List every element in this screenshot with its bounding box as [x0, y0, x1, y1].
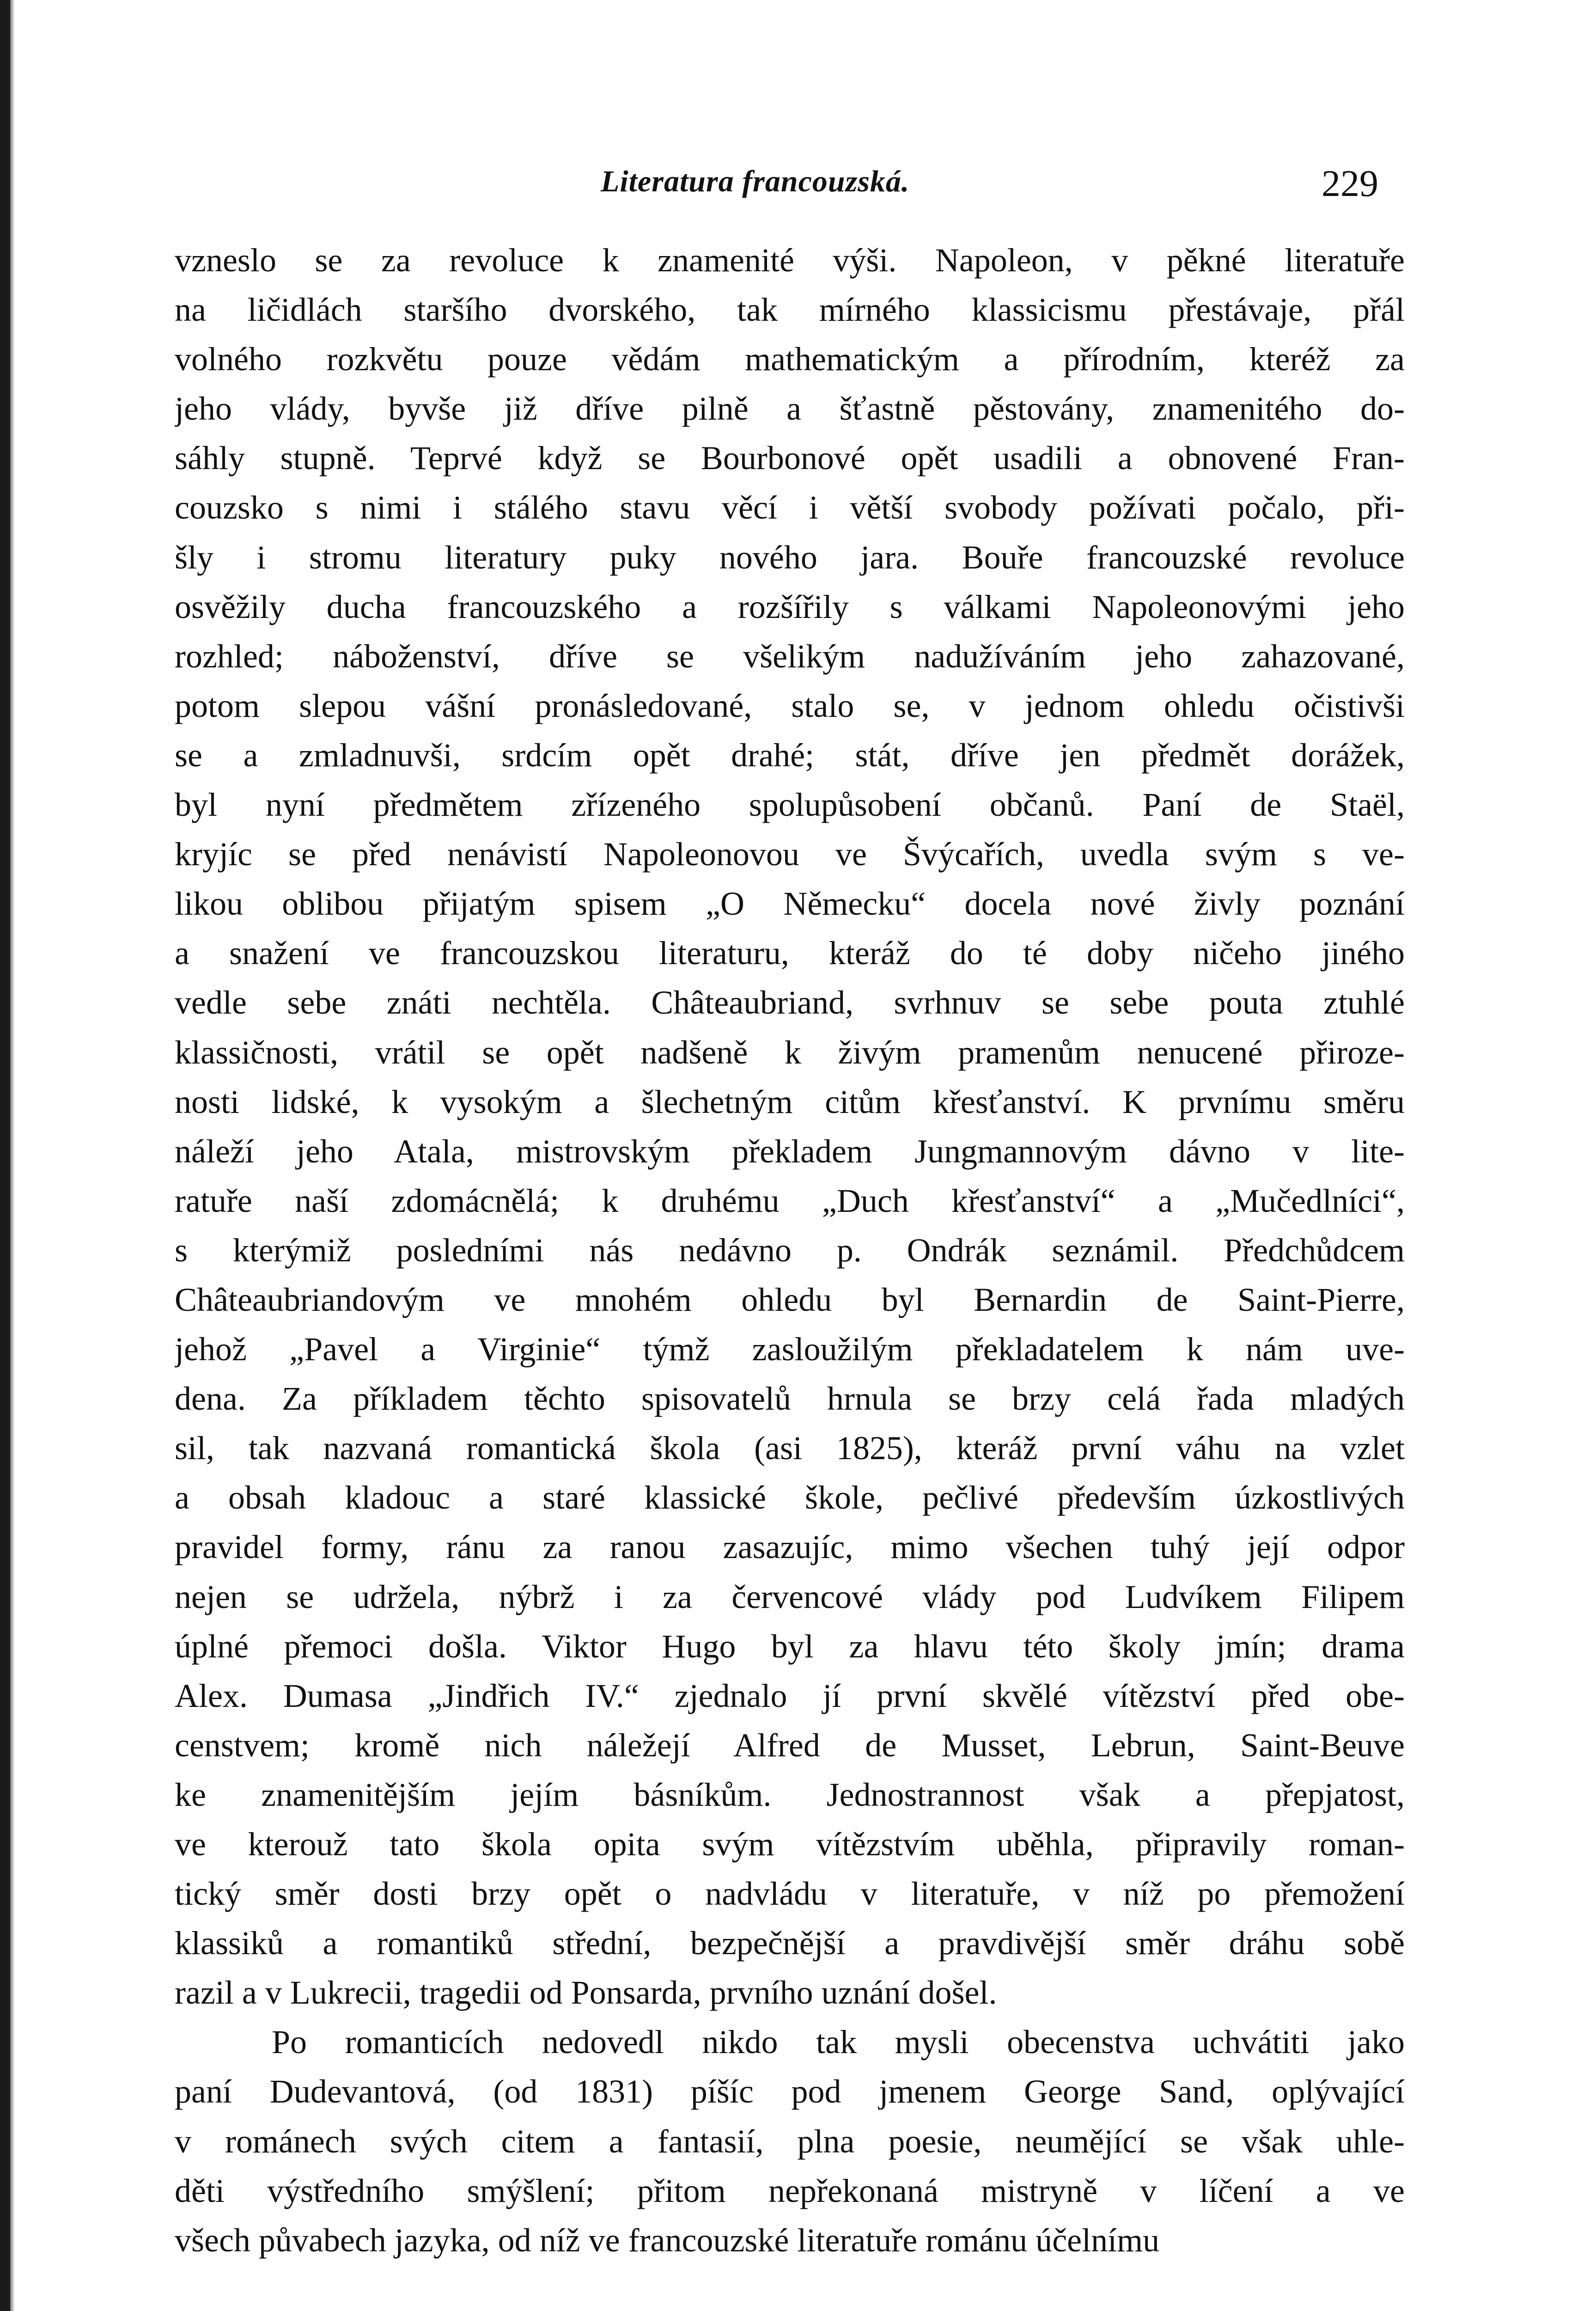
text-line: byl nyní předmětem zřízeného spolupůsobení občanů. Paní de Staël,: [175, 786, 1405, 824]
text-line: všech půvabech jazyka, od níž ve francouzské literatuře románu účelnímu: [175, 2221, 1160, 2259]
text-line: couzsko s nimi i stálého stavu věcí i větší svobody požívati počalo, při-: [175, 489, 1405, 526]
text-line: paní Dudevantová, (od 1831) píšíc pod jmenem George Sand, oplývající: [175, 2073, 1405, 2110]
text-line: dena. Za příkladem těchto spisovatelů hrnula se brzy celá řada mladých: [175, 1380, 1405, 1418]
text-line: nosti lidské, k vysokým a šlechetným citům křesťanství. K prvnímu směru: [175, 1083, 1405, 1120]
text-line: sáhly stupně. Teprvé když se Bourbonové opět usadili a obnovené Fran-: [175, 440, 1405, 477]
text-line: osvěžily ducha francouzského a rozšířily s válkami Napoleonovými jeho: [175, 588, 1405, 625]
text-line: Alex. Dumasa „Jindřich IV.“ zjednalo jí první skvělé vítězství před obe-: [175, 1677, 1405, 1714]
text-line: Po romanticích nedovedl nikdo tak mysli obecenstva uchvátiti jako: [272, 2024, 1405, 2061]
text-line: nejen se udržela, nýbrž i za červencové vlády pod Ludvíkem Filipem: [175, 1578, 1405, 1615]
text-line: v románech svých citem a fantasií, plna poesie, neumějící se však uhle-: [175, 2122, 1405, 2160]
text-line: a obsah kladouc a staré klassické škole, pečlivé především úzkostlivých: [175, 1479, 1405, 1516]
text-line: klassiků a romantiků střední, bezpečnější a pravdivější směr dráhu sobě: [175, 1925, 1405, 1962]
text-line: a snažení ve francouzskou literaturu, kteráž do té doby ničeho jiného: [175, 935, 1405, 972]
text-line: kryjíc se před nenávistí Napoleonovou ve Švýcařích, uvedla svým s ve-: [175, 836, 1405, 873]
text-line: potom slepou vášní pronásledované, stalo se, v jednom ohledu očistivši: [175, 687, 1405, 724]
text-line: jeho vlády, byvše již dříve pilně a šťastně pěstovány, znamenitého do-: [175, 390, 1405, 428]
text-line: volného rozkvětu pouze vědám mathematickým a přírodním, kteréž za: [175, 341, 1405, 378]
text-line: se a zmladnuvši, srdcím opět drahé; stát, dříve jen předmět dorážek,: [175, 736, 1405, 774]
text-line: sil, tak nazvaná romantická škola (asi 1825), kteráž první váhu na vzlet: [175, 1430, 1405, 1467]
running-title: Literatura francouzská.: [601, 165, 910, 198]
text-line: ke znamenitějším jejím básníkům. Jednostrannost však a přepjatost,: [175, 1776, 1405, 1813]
paragraph: [175, 2018, 1405, 2265]
text-line: jehož „Pavel a Virginie“ týmž zasloužilým překladatelem k nám uve-: [175, 1331, 1405, 1368]
text-line: rozhled; náboženství, dříve se všelikým nadužíváním jeho zahazované,: [175, 637, 1405, 675]
text-line: na ličidlách staršího dvorského, tak mírného klassicismu přestávaje, přál: [175, 291, 1405, 329]
body-text: [175, 236, 1405, 2265]
text-line: děti výstředního smýšlení; přitom nepřekonaná mistryně v líčení a ve: [175, 2172, 1405, 2209]
text-line: tický směr dosti brzy opět o nadvládu v literatuře, v níž po přemožení: [175, 1875, 1405, 1913]
text-line: likou oblibou přijatým spisem „O Německu“ docela nové živly poznání: [175, 885, 1405, 923]
text-line: ratuře naší zdomácnělá; k druhému „Duch křesťanství“ a „Mučedlníci“,: [175, 1182, 1405, 1219]
text-line: náleží jeho Atala, mistrovským překladem Jungmannovým dávno v lite-: [175, 1132, 1405, 1170]
text-line: klassičnosti, vrátil se opět nadšeně k živým pramenům nenucené přiroze-: [175, 1033, 1405, 1071]
text-line: razil a v Lukrecii, tragedii od Ponsarda, prvního uznání došel.: [175, 1974, 997, 2011]
text-line: úplné přemoci došla. Viktor Hugo byl za hlavu této školy jmín; drama: [175, 1627, 1405, 1665]
text-line: censtvem; kromě nich náležejí Alfred de Musset, Lebrun, Saint-Beuve: [175, 1726, 1405, 1764]
text-line: šly i stromu literatury puky nového jara. Bouře francouzské revoluce: [175, 538, 1405, 576]
page-number: 229: [1322, 162, 1378, 204]
text-line: Châteaubriandovým ve mnohém ohledu byl Bernardin de Saint-Pierre,: [175, 1281, 1405, 1318]
text-line: vzneslo se za revoluce k znamenité výši. Napoleon, v pěkné literatuře: [175, 242, 1405, 279]
text-line: pravidel formy, ránu za ranou zasazujíc, mimo všechen tuhý její odpor: [175, 1528, 1405, 1566]
text-line: ve kterouž tato škola opita svým vítězstvím uběhla, připravily roman-: [175, 1826, 1405, 1863]
text-line: s kterýmiž posledními nás nedávno p. Ondrák seznámil. Předchůdcem: [175, 1231, 1405, 1269]
text-line: vedle sebe znáti nechtěla. Châteaubriand, svrhnuv se sebe pouta ztuhlé: [175, 984, 1405, 1021]
paragraph: [175, 236, 1405, 2018]
